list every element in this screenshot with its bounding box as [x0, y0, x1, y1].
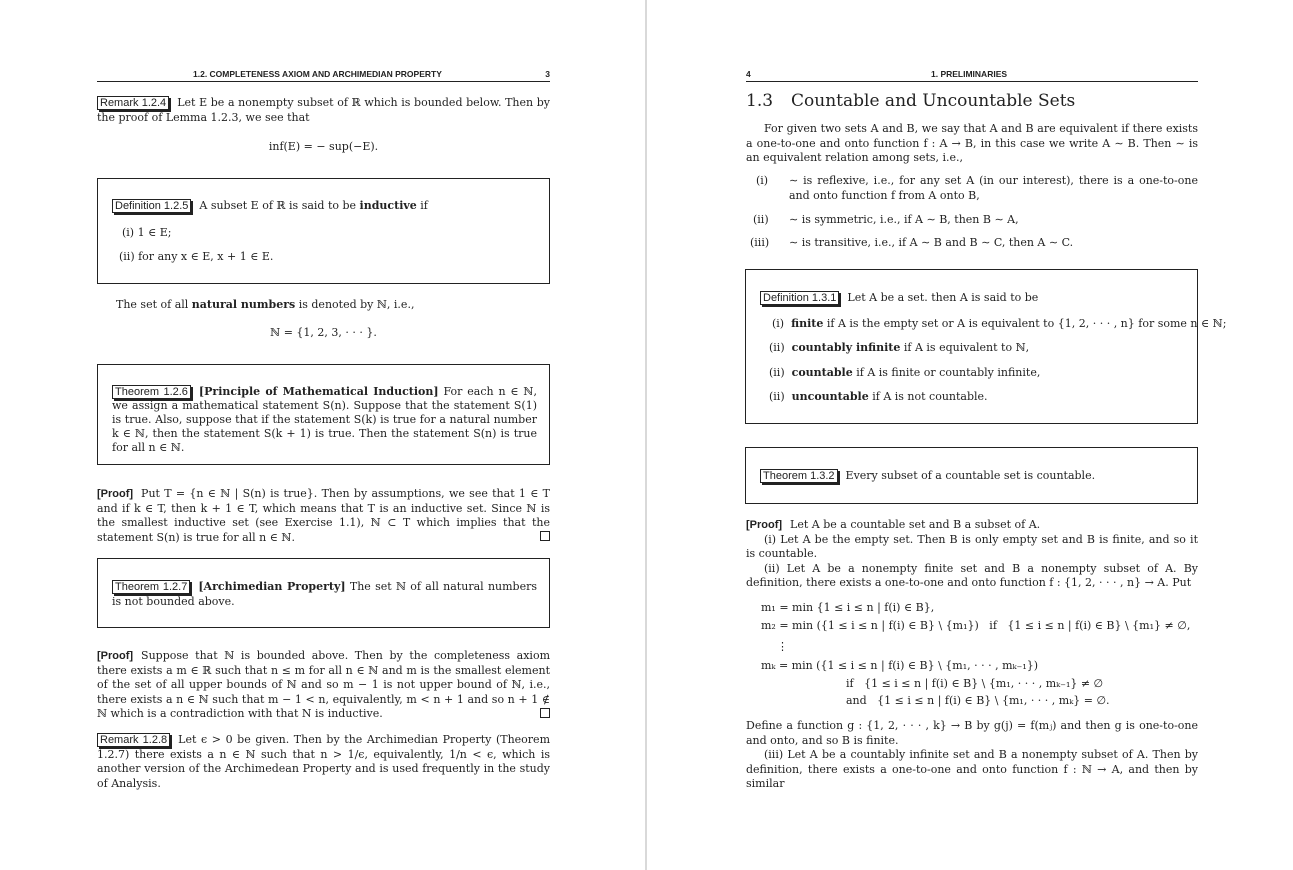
theorem-tag: Theorem 1.2.7 — [112, 580, 190, 594]
remark-text: Let E be a nonempty subset of ℝ which is bounded below. Then by the proof of Lemma 1.2.3, we see that — [97, 96, 551, 124]
theorem-tag: Theorem 1.3.2 — [760, 469, 838, 483]
item-number: (ii) — [769, 341, 785, 354]
equation-m1: m₁ = min {1 ≤ i ≤ n | f(i) ∈ B}, — [761, 601, 935, 614]
page-number: 3 — [545, 69, 550, 79]
theorem-text: Every subset of a countable set is countable. — [845, 469, 1096, 482]
def-item-finite — [772, 317, 1226, 332]
item-text: if A is finite or countably infinite, — [852, 366, 1041, 379]
definition-text: A subset E of ℝ is said to be — [199, 199, 360, 212]
def-item-countably-infinite — [769, 341, 1029, 356]
qed-icon — [540, 708, 550, 718]
equation-condition-1: if {1 ≤ i ≤ n | f(i) ∈ B} \ {m₁, · · · , mₖ₋₁} ≠ ∅ — [846, 677, 1104, 690]
definition-1-2-5 — [112, 199, 537, 214]
item-term: countable — [791, 366, 853, 379]
theorem-1-2-6 — [112, 385, 537, 455]
definition-1-3-1 — [760, 291, 1185, 306]
proof-case-ii: (ii) Let A be a nonempty finite set and B a nonempty subset of A. By definition, there exists a one-to-one and onto function f : {1, 2, · · · , n} → A. Put — [746, 561, 1198, 589]
proof-archimedian — [97, 649, 550, 722]
item-term: uncountable — [791, 390, 869, 403]
definition-text-end: if — [416, 199, 428, 212]
relation-symmetric: ∼ is symmetric, i.e., if A ∼ B, then B ∼ A, — [789, 213, 1019, 226]
proof-text: Suppose that ℕ is bounded above. Then by the completeness axiom there exists a m ∈ ℝ such that n ≤ m for all n ∈ ℕ and m is the smallest element of the set of all upper bounds of ℕ and so m − 1 is not upper bound of ℕ, i.e., there exists a n ∈ ℕ such that m − 1 < n, equivalently, m < n + 1 and so n + 1 ∉ ℕ which is a contradiction with that N is inductive. — [97, 649, 550, 720]
proof-define: Define a function g : {1, 2, · · · , k} → B by g(j) = f(mⱼ) and then g is one-to-one and onto, and so B is finite. — [746, 719, 1198, 747]
relation-reflexive: ∼ is reflexive, i.e., for any set A (in our interest), there is a one-to-one and onto function f from A onto B, — [789, 174, 1198, 202]
def-item-countable — [769, 366, 1040, 381]
equation-mk: mₖ = min ({1 ≤ i ≤ n | f(i) ∈ B} \ {m₁, · · · , mₖ₋₁}) — [761, 659, 1039, 672]
proof-case-i: (i) Let A be the empty set. Then B is only empty set and B is finite, and so it is countable. — [746, 532, 1198, 560]
natural-text: The set of all — [116, 298, 192, 311]
proof-countable — [746, 518, 1198, 591]
proof-case-iii: (iii) Let A be a countably infinite set and B a nonempty subset of A. Then by definition, there exists a one-to-one and onto function f : ℕ → A, and then by similar — [746, 748, 1198, 790]
section-title: Countable and Uncountable Sets — [791, 91, 1076, 111]
proof-label: [Proof] — [746, 519, 783, 531]
item-term: countably infinite — [791, 341, 901, 354]
running-header — [97, 69, 550, 82]
def-item-uncountable — [769, 390, 988, 405]
intro-paragraph: For given two sets A and B, we say that A and B are equivalent if there exists a one-to-one and onto function f : A → B, in this case we write A ∼ B. Then ∼ is an equivalent relation among sets, i.e., — [746, 122, 1198, 164]
definition-tag: Definition 1.3.1 — [760, 291, 839, 305]
proof-text: Put T = {n ∈ ℕ | S(n) is true}. Then by assumptions, we see that 1 ∈ T and if k ∈ T, then k + 1 ∈ T, which means that T is an inductive set. Since ℕ is the smallest inductive set (see Exercise 1.1), ℕ ⊂ T which implies that the statement S(n) is true for all n ∈ ℕ. — [97, 487, 550, 544]
theorem-title: [Principle of Mathematical Induction] — [198, 385, 439, 398]
proof-line: Let A be a countable set and B a subset of A. — [790, 518, 1041, 531]
definition-item-2: (ii) for any x ∈ E, x + 1 ∈ E. — [119, 250, 274, 263]
item-term: finite — [791, 317, 824, 330]
right-page — [647, 0, 1293, 870]
natural-numbers-text — [116, 298, 550, 313]
natural-text-end: is denoted by ℕ, i.e., — [295, 298, 415, 311]
left-page — [0, 0, 645, 870]
theorem-text: For each n ∈ ℕ, we assign a mathematical statement S(n). Suppose that the statement S(1) is true. Also, suppose that if the statement S(k) is true for a natural number k ∈ ℕ, then the statement S(k + 1) is true. Then the statement S(n) is true for all n ∈ ℕ. — [112, 385, 537, 454]
page-number: 4 — [746, 69, 751, 79]
remark-tag: Remark 1.2.4 — [97, 96, 169, 110]
section-heading — [746, 91, 1075, 111]
relation-transitive: ∼ is transitive, i.e., if A ∼ B and B ∼ C, then A ∼ C. — [789, 236, 1074, 249]
natural-term: natural numbers — [191, 298, 296, 311]
remark-1-2-8 — [97, 733, 550, 791]
formula-naturals: ℕ = {1, 2, 3, · · · }. — [270, 326, 377, 339]
item-number: (i) — [772, 317, 785, 330]
definition-text: Let A be a set. then A is said to be — [847, 291, 1039, 304]
item-text: if A is the empty set or A is equivalent to {1, 2, · · · , n} for some n ∈ ℕ; — [823, 317, 1227, 330]
remark-1-2-4 — [97, 96, 550, 125]
equation-m2: m₂ = min ({1 ≤ i ≤ n | f(i) ∈ B} \ {m₁}) if {1 ≤ i ≤ n | f(i) ∈ B} \ {m₁} ≠ ∅, — [761, 619, 1191, 632]
theorem-1-3-2 — [760, 469, 1185, 484]
equation-condition-2: and {1 ≤ i ≤ n | f(i) ∈ B} \ {m₁, · · · , mₖ} = ∅. — [846, 694, 1110, 707]
item-text: if A is not countable. — [868, 390, 988, 403]
section-number: 1.3 — [746, 91, 774, 111]
theorem-text: The set ℕ of all natural numbers is not bounded above. — [112, 580, 537, 608]
theorem-1-2-7 — [112, 580, 537, 609]
proof-induction — [97, 487, 550, 545]
definition-term: inductive — [359, 199, 417, 212]
equation-vdots: ⋮ — [777, 640, 788, 653]
running-header — [746, 69, 1198, 82]
relation-num-3: (iii) — [750, 236, 770, 249]
remark-text: Let ϵ > 0 be given. Then by the Archimedian Property (Theorem 1.2.7) there exists a n ∈ ℕ such that n > 1/ϵ, equivalently, 1/n < ϵ, which is another version of the Archimedean Property and is used frequently in the study of Analysis. — [97, 733, 550, 790]
remark-tag: Remark 1.2.8 — [97, 733, 170, 747]
qed-icon — [540, 531, 550, 541]
proof-label: [Proof] — [97, 650, 134, 662]
item-text: if A is equivalent to ℕ, — [900, 341, 1030, 354]
proof-continued — [746, 719, 1198, 792]
definition-item-1: (i) 1 ∈ E; — [122, 226, 172, 239]
relation-num-1: (i) — [756, 174, 769, 187]
relation-num-2: (ii) — [753, 213, 769, 226]
item-number: (ii) — [769, 366, 785, 379]
proof-label: [Proof] — [97, 488, 134, 500]
header-title: 1.2. COMPLETENESS AXIOM AND ARCHIMEDIAN PROPERTY — [193, 69, 442, 79]
definition-tag: Definition 1.2.5 — [112, 199, 191, 213]
theorem-tag: Theorem 1.2.6 — [112, 385, 191, 399]
formula-inf: inf(E) = − sup(−E). — [268, 140, 379, 153]
theorem-title: [Archimedian Property] — [198, 580, 346, 593]
header-title: 1. PRELIMINARIES — [931, 69, 1008, 79]
item-number: (ii) — [769, 390, 785, 403]
